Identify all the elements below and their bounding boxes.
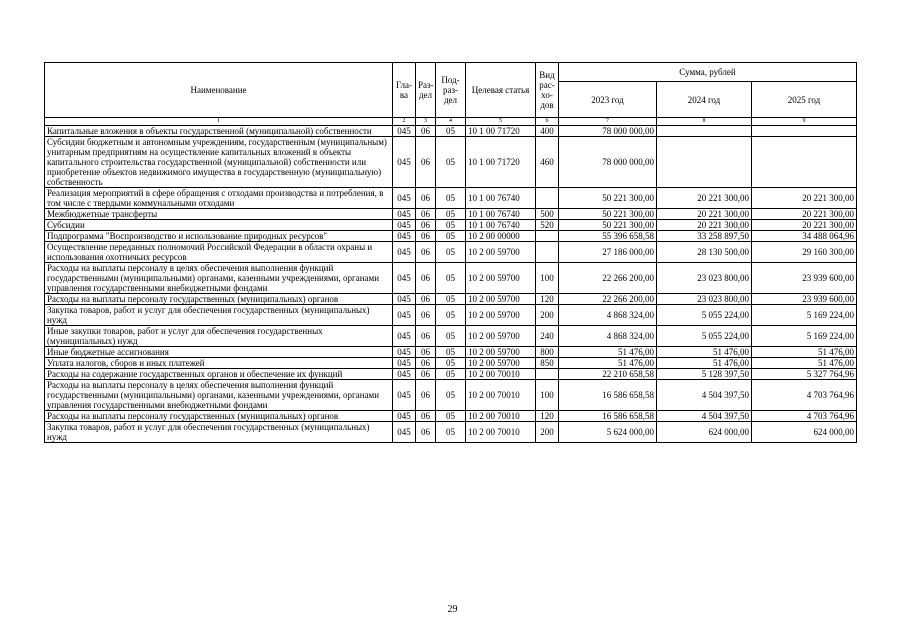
target-article-cell: 10 2 00 70010 bbox=[466, 411, 536, 422]
expense-type-cell bbox=[536, 369, 559, 380]
table-row bbox=[45, 209, 857, 220]
target-article-cell: 10 1 00 76740 bbox=[466, 209, 536, 220]
name-cell: Иные закупки товаров, работ и услуг для обеспечения государственных (муниципальных) нужд bbox=[45, 326, 393, 347]
sum-2025-cell: 20 221 300,00 bbox=[752, 209, 857, 220]
sum-2023-cell: 27 186 000,00 bbox=[559, 242, 657, 263]
glava-cell: 045 bbox=[393, 263, 416, 294]
glava-cell: 045 bbox=[393, 411, 416, 422]
razdel-cell: 06 bbox=[416, 242, 436, 263]
table-row bbox=[45, 126, 857, 137]
expense-type-cell bbox=[536, 188, 559, 209]
sum-2025-cell: 20 221 300,00 bbox=[752, 220, 857, 231]
sum-2025-cell bbox=[752, 137, 857, 188]
razdel-cell: 06 bbox=[416, 209, 436, 220]
table-row bbox=[45, 422, 857, 443]
glava-cell: 045 bbox=[393, 305, 416, 326]
header-year-2023: 2023 год bbox=[559, 82, 657, 118]
sum-2025-cell: 23 939 600,00 bbox=[752, 263, 857, 294]
podrazdel-cell: 05 bbox=[436, 369, 466, 380]
sum-2023-cell: 5 624 000,00 bbox=[559, 422, 657, 443]
table-row bbox=[45, 220, 857, 231]
name-cell: Расходы на выплаты персоналу государственных (муниципальных) органов bbox=[45, 294, 393, 305]
column-index-cell: 9 bbox=[752, 118, 857, 126]
sum-2023-cell: 22 266 200,00 bbox=[559, 263, 657, 294]
sum-2023-cell: 16 586 658,58 bbox=[559, 411, 657, 422]
header-year-2025: 2025 год bbox=[752, 82, 857, 118]
glava-cell: 045 bbox=[393, 188, 416, 209]
sum-2024-cell: 20 221 300,00 bbox=[657, 209, 752, 220]
expense-type-cell: 520 bbox=[536, 220, 559, 231]
target-article-cell: 10 2 00 59700 bbox=[466, 294, 536, 305]
column-index-cell: 7 bbox=[559, 118, 657, 126]
sum-2025-cell: 5 169 224,00 bbox=[752, 305, 857, 326]
razdel-cell: 06 bbox=[416, 126, 436, 137]
sum-2024-cell: 5 055 224,00 bbox=[657, 305, 752, 326]
target-article-cell: 10 1 00 71720 bbox=[466, 137, 536, 188]
podrazdel-cell: 05 bbox=[436, 220, 466, 231]
table-row bbox=[45, 305, 857, 326]
table-row bbox=[45, 188, 857, 209]
podrazdel-cell: 05 bbox=[436, 188, 466, 209]
name-cell: Осуществление переданных полномочий Российской Федерации в области охраны и использования охотничьих ресурсов bbox=[45, 242, 393, 263]
podrazdel-cell: 05 bbox=[436, 411, 466, 422]
name-cell: Уплата налогов, сборов и иных платежей bbox=[45, 358, 393, 369]
name-cell: Реализация мероприятий в сфере обращения с отходами производства и потребления, в том числе с твердыми коммунальными отходами bbox=[45, 188, 393, 209]
sum-2024-cell: 28 130 500,00 bbox=[657, 242, 752, 263]
razdel-cell: 06 bbox=[416, 358, 436, 369]
expense-type-cell: 850 bbox=[536, 358, 559, 369]
sum-2023-cell: 22 266 200,00 bbox=[559, 294, 657, 305]
expense-type-cell bbox=[536, 231, 559, 242]
header-sum: Сумма, рублей bbox=[559, 63, 857, 82]
podrazdel-cell: 05 bbox=[436, 380, 466, 411]
expense-type-cell: 800 bbox=[536, 347, 559, 358]
target-article-cell: 10 2 00 70010 bbox=[466, 380, 536, 411]
sum-2023-cell: 50 221 300,00 bbox=[559, 188, 657, 209]
expense-type-cell: 400 bbox=[536, 126, 559, 137]
glava-cell: 045 bbox=[393, 126, 416, 137]
header-podrazdel: Под-раз-дел bbox=[436, 63, 466, 118]
target-article-cell: 10 2 00 70010 bbox=[466, 422, 536, 443]
header-glava: Гла-ва bbox=[393, 63, 416, 118]
name-cell: Субсидии бюджетным и автономным учреждениям, государственным (муниципальным) унитарным предприятиям на осуществление капитальных вложений в объекты капитального строительства государственной (муниципальной) собственности или приобретение объектов недвижимого имущества в государственную (муниципальную) собственность bbox=[45, 137, 393, 188]
sum-2025-cell: 20 221 300,00 bbox=[752, 188, 857, 209]
expense-type-cell: 240 bbox=[536, 326, 559, 347]
sum-2025-cell: 5 169 224,00 bbox=[752, 326, 857, 347]
column-index-cell: 6 bbox=[536, 118, 559, 126]
podrazdel-cell: 05 bbox=[436, 209, 466, 220]
expense-type-cell: 100 bbox=[536, 380, 559, 411]
sum-2025-cell: 34 488 064,96 bbox=[752, 231, 857, 242]
column-index-cell: 8 bbox=[657, 118, 752, 126]
razdel-cell: 06 bbox=[416, 220, 436, 231]
razdel-cell: 06 bbox=[416, 380, 436, 411]
podrazdel-cell: 05 bbox=[436, 126, 466, 137]
name-cell: Расходы на выплаты персоналу в целях обеспечения выполнения функций государственными (муниципальными) органами, казенными учреждениями, органами управления государственными внебюджетными фондами bbox=[45, 263, 393, 294]
sum-2024-cell bbox=[657, 137, 752, 188]
expense-type-cell: 120 bbox=[536, 411, 559, 422]
target-article-cell: 10 2 00 59700 bbox=[466, 358, 536, 369]
razdel-cell: 06 bbox=[416, 422, 436, 443]
target-article-cell: 10 1 00 76740 bbox=[466, 220, 536, 231]
glava-cell: 045 bbox=[393, 242, 416, 263]
target-article-cell: 10 2 00 59700 bbox=[466, 326, 536, 347]
table-row bbox=[45, 137, 857, 188]
sum-2025-cell bbox=[752, 126, 857, 137]
name-cell: Закупка товаров, работ и услуг для обеспечения государственных (муниципальных) нужд bbox=[45, 305, 393, 326]
podrazdel-cell: 05 bbox=[436, 305, 466, 326]
name-cell: Межбюджетные трансферты bbox=[45, 209, 393, 220]
target-article-cell: 10 2 00 59700 bbox=[466, 347, 536, 358]
sum-2025-cell: 624 000,00 bbox=[752, 422, 857, 443]
glava-cell: 045 bbox=[393, 326, 416, 347]
target-article-cell: 10 2 00 59700 bbox=[466, 242, 536, 263]
podrazdel-cell: 05 bbox=[436, 137, 466, 188]
budget-table bbox=[44, 62, 857, 443]
header-expense-type: Вид рас-хо-дов bbox=[536, 63, 559, 118]
sum-2024-cell: 5 055 224,00 bbox=[657, 326, 752, 347]
podrazdel-cell: 05 bbox=[436, 263, 466, 294]
sum-2023-cell: 4 868 324,00 bbox=[559, 326, 657, 347]
target-article-cell: 10 1 00 76740 bbox=[466, 188, 536, 209]
sum-2023-cell: 50 221 300,00 bbox=[559, 209, 657, 220]
table-row bbox=[45, 263, 857, 294]
header-year-2024: 2024 год bbox=[657, 82, 752, 118]
table-row bbox=[45, 358, 857, 369]
sum-2024-cell: 624 000,00 bbox=[657, 422, 752, 443]
glava-cell: 045 bbox=[393, 209, 416, 220]
name-cell: Закупка товаров, работ и услуг для обеспечения государственных (муниципальных) нужд bbox=[45, 422, 393, 443]
target-article-cell: 10 1 00 71720 bbox=[466, 126, 536, 137]
column-index-cell: 4 bbox=[436, 118, 466, 126]
glava-cell: 045 bbox=[393, 294, 416, 305]
expense-type-cell: 120 bbox=[536, 294, 559, 305]
sum-2024-cell: 51 476,00 bbox=[657, 347, 752, 358]
expense-type-cell: 200 bbox=[536, 422, 559, 443]
sum-2023-cell: 22 210 658,58 bbox=[559, 369, 657, 380]
name-cell: Расходы на содержание государственных органов и обеспечение их функций bbox=[45, 369, 393, 380]
table-row bbox=[45, 294, 857, 305]
glava-cell: 045 bbox=[393, 422, 416, 443]
column-index-cell: 1 bbox=[45, 118, 393, 126]
sum-2025-cell: 5 327 764,96 bbox=[752, 369, 857, 380]
sum-2025-cell: 51 476,00 bbox=[752, 358, 857, 369]
glava-cell: 045 bbox=[393, 137, 416, 188]
sum-2023-cell: 4 868 324,00 bbox=[559, 305, 657, 326]
table-row bbox=[45, 369, 857, 380]
expense-type-cell: 100 bbox=[536, 263, 559, 294]
sum-2025-cell: 51 476,00 bbox=[752, 347, 857, 358]
sum-2025-cell: 23 939 600,00 bbox=[752, 294, 857, 305]
glava-cell: 045 bbox=[393, 231, 416, 242]
sum-2023-cell: 51 476,00 bbox=[559, 358, 657, 369]
sum-2024-cell: 33 258 897,50 bbox=[657, 231, 752, 242]
table-row bbox=[45, 347, 857, 358]
header-target-article: Целевая статья bbox=[466, 63, 536, 118]
sum-2025-cell: 29 160 300,00 bbox=[752, 242, 857, 263]
table-row bbox=[45, 411, 857, 422]
razdel-cell: 06 bbox=[416, 326, 436, 347]
razdel-cell: 06 bbox=[416, 369, 436, 380]
podrazdel-cell: 05 bbox=[436, 294, 466, 305]
glava-cell: 045 bbox=[393, 358, 416, 369]
name-cell: Капитальные вложения в объекты государственной (муниципальной) собственности bbox=[45, 126, 393, 137]
name-cell: Расходы на выплаты персоналу в целях обеспечения выполнения функций государственными (муниципальными) органами, казенными учреждениями, органами управления государственными внебюджетными фондами bbox=[45, 380, 393, 411]
table-row bbox=[45, 326, 857, 347]
razdel-cell: 06 bbox=[416, 347, 436, 358]
sum-2024-cell: 20 221 300,00 bbox=[657, 188, 752, 209]
glava-cell: 045 bbox=[393, 380, 416, 411]
razdel-cell: 06 bbox=[416, 411, 436, 422]
expense-type-cell: 500 bbox=[536, 209, 559, 220]
name-cell: Подпрограмма "Воспроизводство и использование природных ресурсов" bbox=[45, 231, 393, 242]
sum-2024-cell: 4 504 397,50 bbox=[657, 411, 752, 422]
sum-2023-cell: 16 586 658,58 bbox=[559, 380, 657, 411]
sum-2025-cell: 4 703 764,96 bbox=[752, 380, 857, 411]
page-number: 29 bbox=[447, 604, 458, 615]
sum-2024-cell: 23 023 800,00 bbox=[657, 263, 752, 294]
glava-cell: 045 bbox=[393, 347, 416, 358]
column-index-cell: 5 bbox=[466, 118, 536, 126]
sum-2024-cell bbox=[657, 126, 752, 137]
table-row bbox=[45, 380, 857, 411]
expense-type-cell: 200 bbox=[536, 305, 559, 326]
header-name: Наименование bbox=[45, 63, 393, 118]
sum-2023-cell: 78 000 000,00 bbox=[559, 126, 657, 137]
sum-2023-cell: 55 396 658,58 bbox=[559, 231, 657, 242]
razdel-cell: 06 bbox=[416, 294, 436, 305]
sum-2024-cell: 5 128 397,50 bbox=[657, 369, 752, 380]
sum-2024-cell: 23 023 800,00 bbox=[657, 294, 752, 305]
table-row bbox=[45, 231, 857, 242]
table-row bbox=[45, 242, 857, 263]
razdel-cell: 06 bbox=[416, 137, 436, 188]
name-cell: Иные бюджетные ассигнования bbox=[45, 347, 393, 358]
expense-type-cell bbox=[536, 242, 559, 263]
target-article-cell: 10 2 00 59700 bbox=[466, 305, 536, 326]
column-index-row bbox=[45, 118, 857, 126]
podrazdel-cell: 05 bbox=[436, 326, 466, 347]
target-article-cell: 10 2 00 59700 bbox=[466, 263, 536, 294]
column-index-cell: 2 bbox=[393, 118, 416, 126]
target-article-cell: 10 2 00 00000 bbox=[466, 231, 536, 242]
table-body bbox=[45, 126, 857, 443]
header-razdel: Раз-дел bbox=[416, 63, 436, 118]
name-cell: Субсидии bbox=[45, 220, 393, 231]
sum-2023-cell: 51 476,00 bbox=[559, 347, 657, 358]
sum-2024-cell: 51 476,00 bbox=[657, 358, 752, 369]
expense-type-cell: 460 bbox=[536, 137, 559, 188]
name-cell: Расходы на выплаты персоналу государственных (муниципальных) органов bbox=[45, 411, 393, 422]
razdel-cell: 06 bbox=[416, 188, 436, 209]
glava-cell: 045 bbox=[393, 369, 416, 380]
podrazdel-cell: 05 bbox=[436, 347, 466, 358]
sum-2024-cell: 20 221 300,00 bbox=[657, 220, 752, 231]
razdel-cell: 06 bbox=[416, 263, 436, 294]
podrazdel-cell: 05 bbox=[436, 242, 466, 263]
podrazdel-cell: 05 bbox=[436, 358, 466, 369]
sum-2023-cell: 50 221 300,00 bbox=[559, 220, 657, 231]
podrazdel-cell: 05 bbox=[436, 422, 466, 443]
sum-2025-cell: 4 703 764,96 bbox=[752, 411, 857, 422]
razdel-cell: 06 bbox=[416, 305, 436, 326]
razdel-cell: 06 bbox=[416, 231, 436, 242]
podrazdel-cell: 05 bbox=[436, 231, 466, 242]
sum-2024-cell: 4 504 397,50 bbox=[657, 380, 752, 411]
column-index-cell: 3 bbox=[416, 118, 436, 126]
target-article-cell: 10 2 00 70010 bbox=[466, 369, 536, 380]
sum-2023-cell: 78 000 000,00 bbox=[559, 137, 657, 188]
glava-cell: 045 bbox=[393, 220, 416, 231]
